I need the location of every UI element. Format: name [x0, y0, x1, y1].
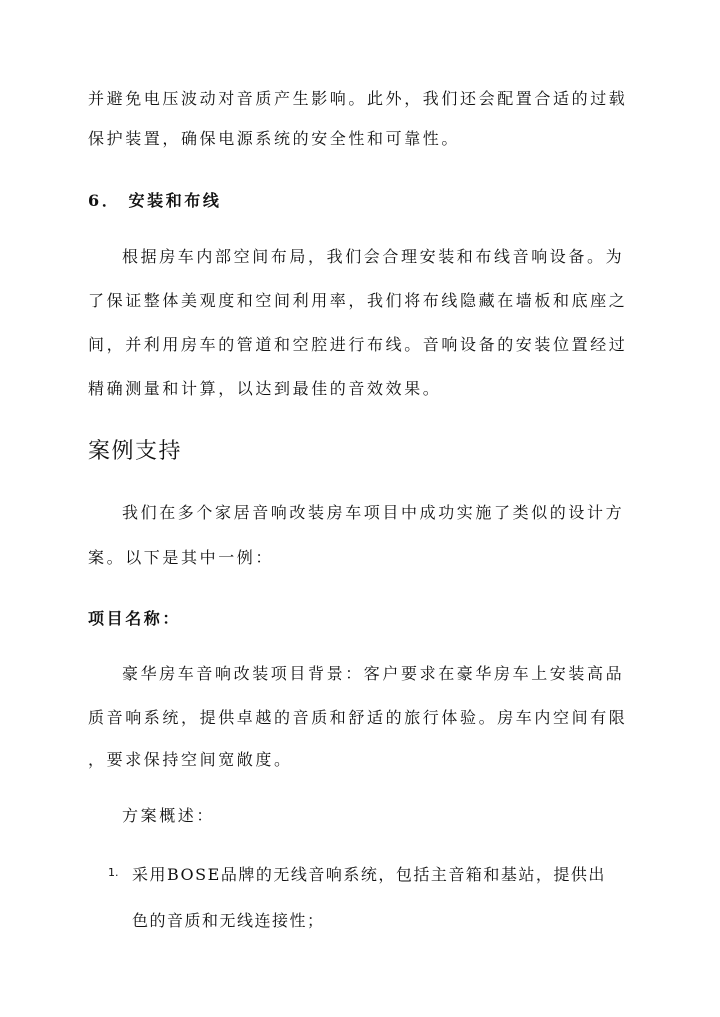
paragraph-line: 案。以下是其中一例：: [88, 548, 275, 567]
case-support-heading: 案例支持: [88, 439, 183, 464]
list-number: 1.: [108, 866, 119, 879]
paragraph-line: 根据房车内部空间布局，我们会合理安装和布线音响设备。为: [122, 247, 625, 266]
paragraph-line: 质音响系统，提供卓越的音质和舒适的旅行体验。房车内空间有限: [88, 708, 628, 727]
paragraph-line: 精确测量和计算，以达到最佳的音效效果。: [88, 379, 442, 398]
list-item-line: 色的音质和无线连接性；: [132, 911, 325, 930]
overview-label: 方案概述：: [122, 806, 216, 825]
paragraph-line: 间，并利用房车的管道和空腔进行布线。音响设备的安装位置经过: [88, 335, 628, 354]
paragraph-line: ，要求保持空间宽敞度。: [88, 750, 293, 769]
paragraph-line: 并避免电压波动对音质产生影响。此外，我们还会配置合适的过载: [88, 89, 628, 108]
paragraph-line: 了保证整体美观度和空间利用率，我们将布线隐藏在墙板和底座之: [88, 291, 628, 310]
project-name-label: 项目名称：: [88, 609, 182, 628]
list-item-line: 采用BOSE品牌的无线音响系统，包括主音箱和基站，提供出: [132, 865, 606, 884]
paragraph-line: 我们在多个家居音响改装房车项目中成功实施了类似的设计方: [122, 503, 625, 522]
section-heading: 6． 安装和布线: [88, 191, 222, 210]
paragraph-line: 豪华房车音响改装项目背景：客户要求在豪华房车上安装高品: [122, 664, 625, 683]
paragraph-line: 保护装置，确保电源系统的安全性和可靠性。: [88, 129, 461, 148]
